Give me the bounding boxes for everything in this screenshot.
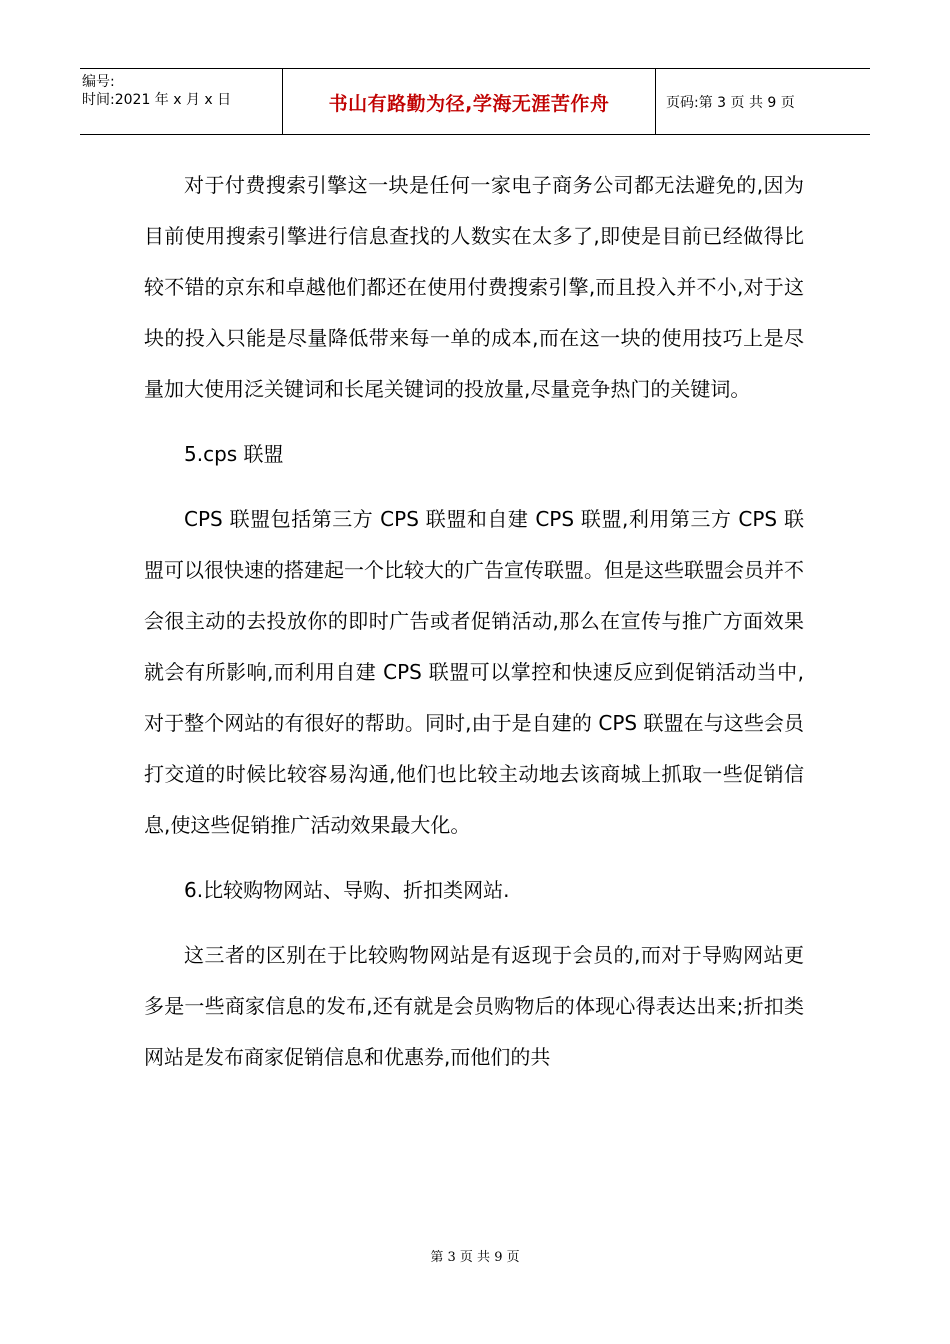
header-motto: 书山有路勤为径,学海无涯苦作舟: [328, 92, 610, 115]
header-page-code: 页码:第 3 页 共 9 页: [666, 95, 795, 111]
section-heading-comparison-sites: 6.比较购物网站、导购、折扣类网站.: [184, 878, 510, 902]
page-footer: 第 3 页 共 9 页: [430, 1250, 520, 1265]
paragraph-comparison-sites: 这三者的区别在于比较购物网站是有返现于会员的,而对于导购网站更多是一些商家信息的发布,还有就是会员购物后的体现心得表达出来;折扣类网站是发布商家促销信息和优惠券,而他们的共: [144, 943, 804, 1069]
paragraph-cps-alliance: CPS 联盟包括第三方 CPS 联盟和自建 CPS 联盟,利用第三方 CPS 联盟可以很快速的搭建起一个比较大的广告宣传联盟。但是这些联盟会员并不会很主动的去投放你的即时广告或者促销活动,那么在宣传与推广方面效果就会有所影响,而利用自建 CPS 联盟可以掌控和快速反应到促销活动当中,对于整个网站的有很好的帮助。同时,由于是自建的 CPS 联盟在与这些会员打交道的时候比较容易沟通,他们也比较主动地去该商城上抓取一些促销信息,使这些促销推广活动效果最大化。: [144, 507, 804, 837]
document-number-label: 编号:: [82, 74, 115, 90]
document-body: [144, 160, 804, 1083]
header-meta: [80, 69, 283, 135]
header-motto-cell: [283, 69, 656, 135]
document-date-label: 时间:2021 年 x 月 x 日: [82, 92, 232, 108]
section-heading-cps: 5.cps 联盟: [184, 442, 284, 466]
paragraph-paid-search: 对于付费搜索引擎这一块是任何一家电子商务公司都无法避免的,因为目前使用搜索引擎进行信息查找的人数实在太多了,即使是目前已经做得比较不错的京东和卓越他们都还在使用付费搜索引擎,而且投入并不小,对于这块的投入只能是尽量降低带来每一单的成本,而在这一块的使用技巧上是尽量加大使用泛关键词和长尾关键词的投放量,尽量竞争热门的关键词。: [144, 173, 804, 401]
page-header: [80, 68, 870, 135]
